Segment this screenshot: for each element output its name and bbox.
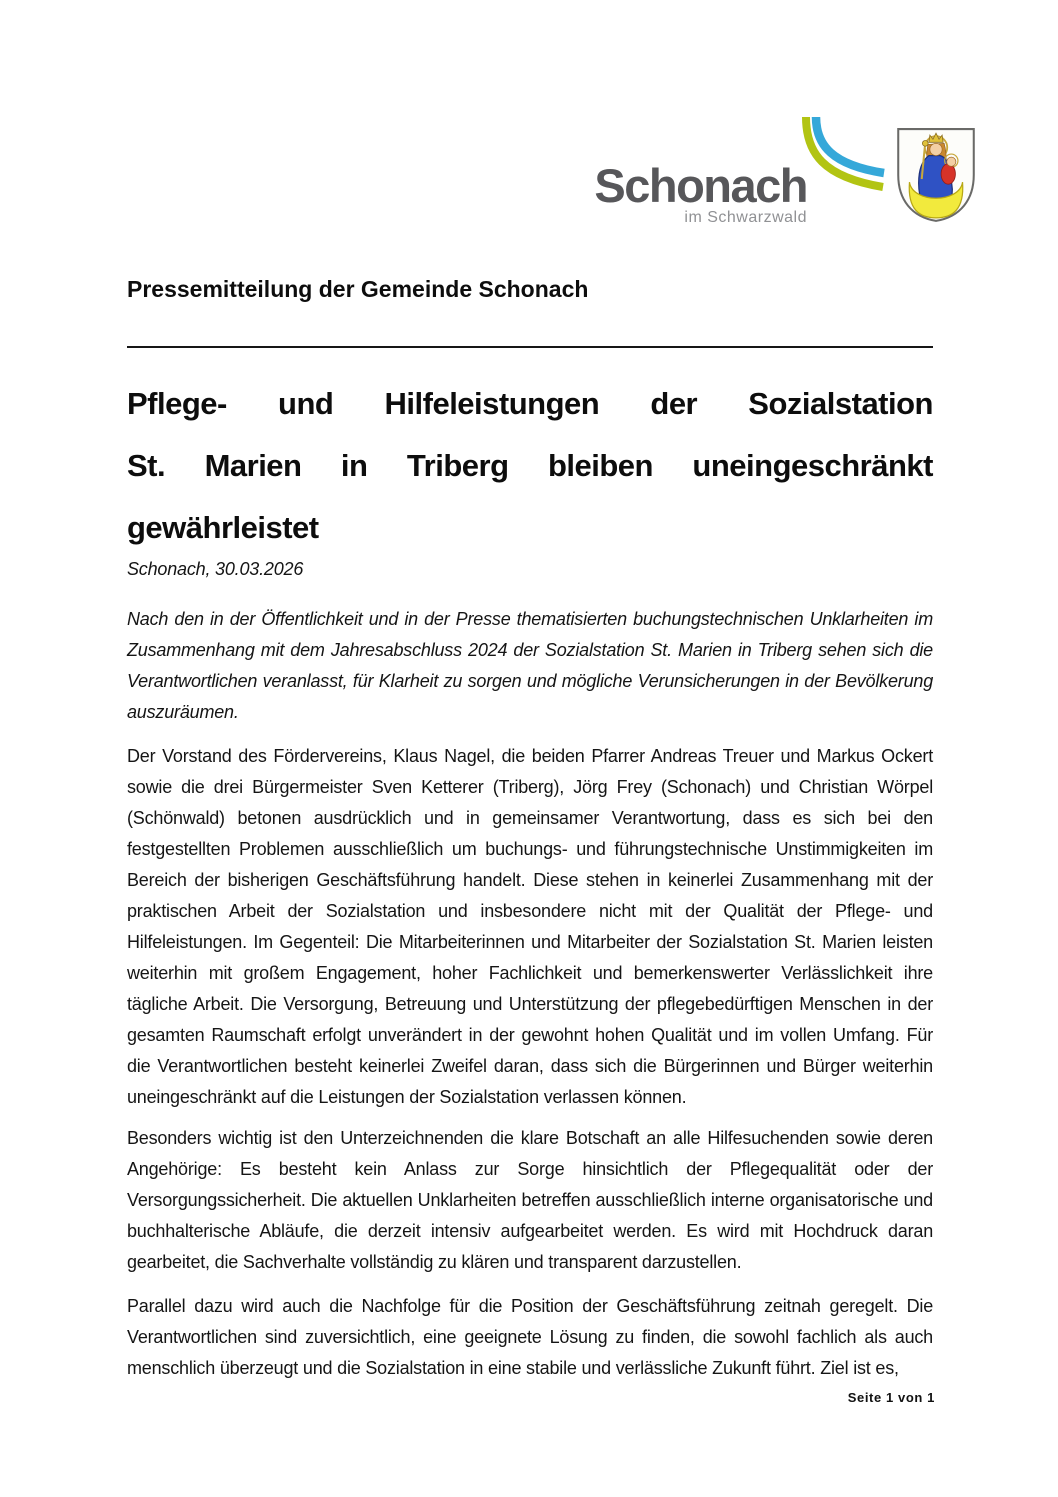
body-paragraph: Besonders wichtig ist den Unterzeichnenden die klare Botschaft an alle Hilfesuchenden sowie deren Angehörige: Es besteht kein Anlass zur Sorge hinsichtlich der Pflegequalität oder der Versorgungssicherheit. Die aktuellen Unklarheiten betreffen ausschließlich interne organisatorische und buchhalterische Abläufe, die derzeit intensiv aufgearbeitet werden. Es wird mit Hochdruck daran gearbeitet, die Sachverhalte vollständig zu klären und transparent darzustellen.: [127, 1128, 933, 1272]
article-title-line: St. Marien in Triberg bleiben uneingeschränkt: [127, 448, 933, 483]
logo-tagline: im Schwarzwald: [684, 209, 807, 226]
body-paragraph: Parallel dazu wird auch die Nachfolge für die Position der Geschäftsführung zeitnah geregelt. Die Verantwortlichen sind zuversichtlich, eine geeignete Lösung zu finden, die sowohl fachlich als auch menschlich überzeugt und die Sozialstation in eine stabile und verlässliche Zukunft führt. Ziel ist es,: [127, 1296, 933, 1378]
lead-paragraph: Nach den in der Öffentlichkeit und in der Presse thematisierten buchungstechnischen Unklarheiten im Zusammenhang mit dem Jahresabschluss 2024 der Sozialstation St. Marien in Triberg sehen sich die Verantwortlichen veranlasst, für Klarheit zu sorgen und mögliche Verunsicherungen in der Bevölkerung auszuräumen.: [127, 609, 933, 722]
child-head: [947, 157, 956, 166]
madonna-head: [930, 143, 942, 155]
coat-of-arms-icon: [895, 126, 977, 225]
article-title: [127, 373, 933, 559]
logo-wordmark: Schonach: [594, 159, 807, 212]
dateline: Schonach, 30.03.2026: [127, 559, 304, 579]
page-number: Seite 1 von 1: [847, 1390, 935, 1405]
scepter-finial: [922, 140, 928, 146]
divider-line: [127, 346, 933, 348]
child-figure: [941, 164, 955, 184]
article-title-line: gewährleistet: [127, 510, 319, 545]
swoosh-icon: [799, 117, 887, 199]
press-release-heading: Pressemitteilung der Gemeinde Schonach: [127, 276, 589, 302]
body-paragraph: Der Vorstand des Fördervereins, Klaus Nagel, die beiden Pfarrer Andreas Treuer und Markus Ockert sowie die drei Bürgermeister Sven Ketterer (Triberg), Jörg Frey (Schonach) und Christian Wörpel (Schönwald) betonen ausdrücklich und in gemeinsamer Verantwortung, dass es sich bei den festgestellten Problemen ausschließlich um buchungs- und führungstechnische Unstimmigkeiten im Bereich der bisherigen Geschäftsführung handelt. Diese stehen in keinerlei Zusammenhang mit der praktischen Arbeit der Sozialstation und insbesondere nicht mit der Qualität der Pflege- und Hilfeleistungen. Im Gegenteil: Die Mitarbeiterinnen und Mitarbeiter der Sozialstation St. Marien leisten weiterhin mit großem Engagement, hoher Fachlichkeit und bemerkenswerter Verlässlichkeit ihre tägliche Arbeit. Die Versorgung, Betreuung und Unterstützung der pflegebedürftigen Menschen in der gesamten Raumschaft erfolgt unverändert in der gewohnt hohen Qualität und im vollen Umfang. Für die Verantwortlichen besteht keinerlei Zweifel daran, dass sich die Bürgerinnen und Bürger weiterhin uneingeschränkt auf die Leistungen der Sozialstation verlassen können.: [127, 746, 933, 1107]
article-title-line: Pflege- und Hilfeleistungen der Sozialstation: [127, 386, 933, 421]
